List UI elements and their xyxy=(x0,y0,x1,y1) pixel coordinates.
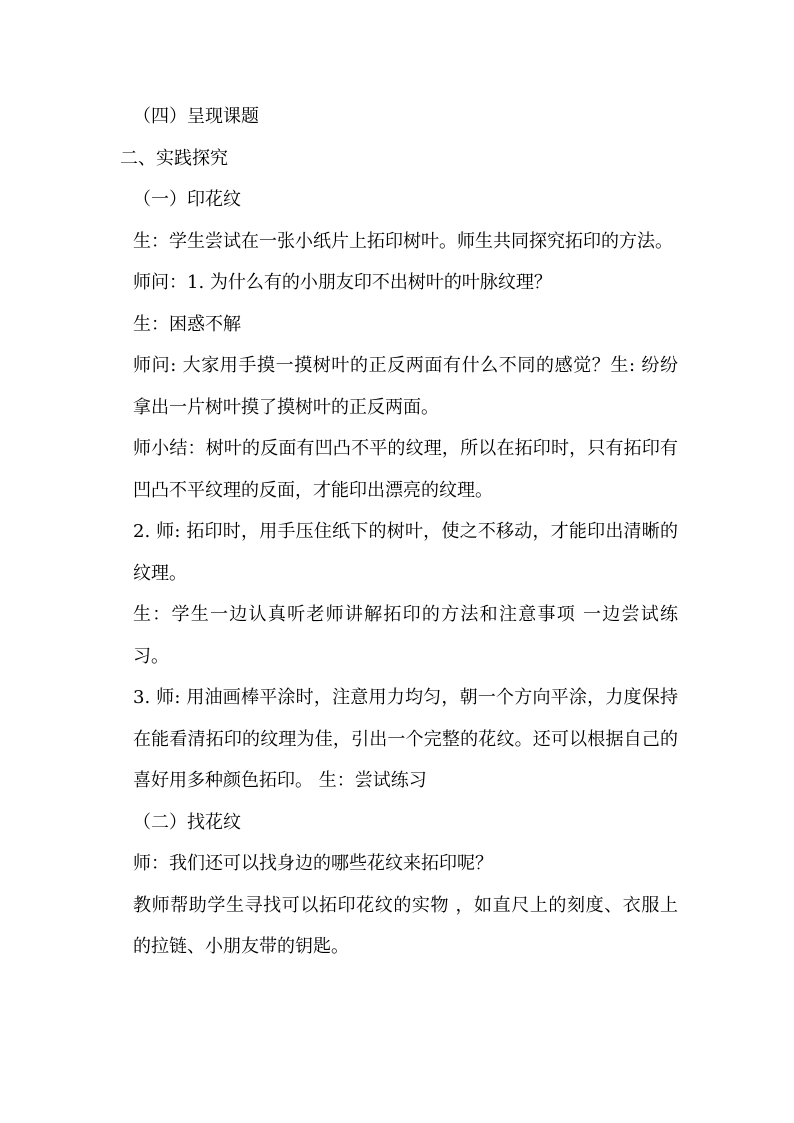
subsection-heading-find-pattern: （二）找花纹 xyxy=(133,811,241,833)
paragraph-teacher-help-students: 教师帮助学生寻找可以拓印花纹的实物 ，如直尺上的刻度、衣服上的拉链、小朋友带的钥匙。 xyxy=(133,894,678,957)
paragraph-teacher-summary: 师小结：树叶的反面有凹凸不平的纹理，所以在拓印时，只有拓印有凹凸不平纹理的反面，才能印出漂亮的纹理。 xyxy=(133,438,678,501)
paragraph-student-listen-practice: 生：学生一边认真听老师讲解拓印的方法和注意事项 一边尝试练习。 xyxy=(133,604,678,667)
paragraph-step-3: 3. 师: 用油画棒平涂时，注意用力均匀，朝一个方向平涂，力度保持在能看清拓印的纹理为佳，引出一个完整的花纹。还可以根据自己的喜好用多种颜色拓印。 生：尝试练习 xyxy=(133,687,678,791)
document-body xyxy=(120,96,678,968)
paragraph-step-2: 2. 师: 拓印时，用手压住纸下的树叶，使之不移动，才能印出清晰的纹理。 xyxy=(133,521,678,584)
section-heading-present-topic: （四）呈现课题 xyxy=(133,106,259,127)
section-heading-practice-explore: 二、实践探究 xyxy=(120,147,228,169)
subsection-heading-print-pattern: （一）印花纹 xyxy=(133,189,241,210)
paragraph-teacher-find-patterns: 师：我们还可以找身边的哪些花纹来拓印呢？ xyxy=(133,853,493,874)
paragraph-teacher-question-1: 师问：1. 为什么有的小朋友印不出树叶的叶脉纹理？ xyxy=(133,272,552,293)
paragraph-student-try-rubbing: 生：学生尝试在一张小纸片上拓印树叶。师生共同探究拓印的方法。 xyxy=(133,230,673,252)
paragraph-teacher-question-touch: 师问: 大家用手摸一摸树叶的正反两面有什么不同的感觉？生: 纷纷拿出一片树叶摸了摸树叶的正反两面。 xyxy=(133,355,678,418)
paragraph-student-puzzled: 生：困惑不解 xyxy=(133,313,241,335)
